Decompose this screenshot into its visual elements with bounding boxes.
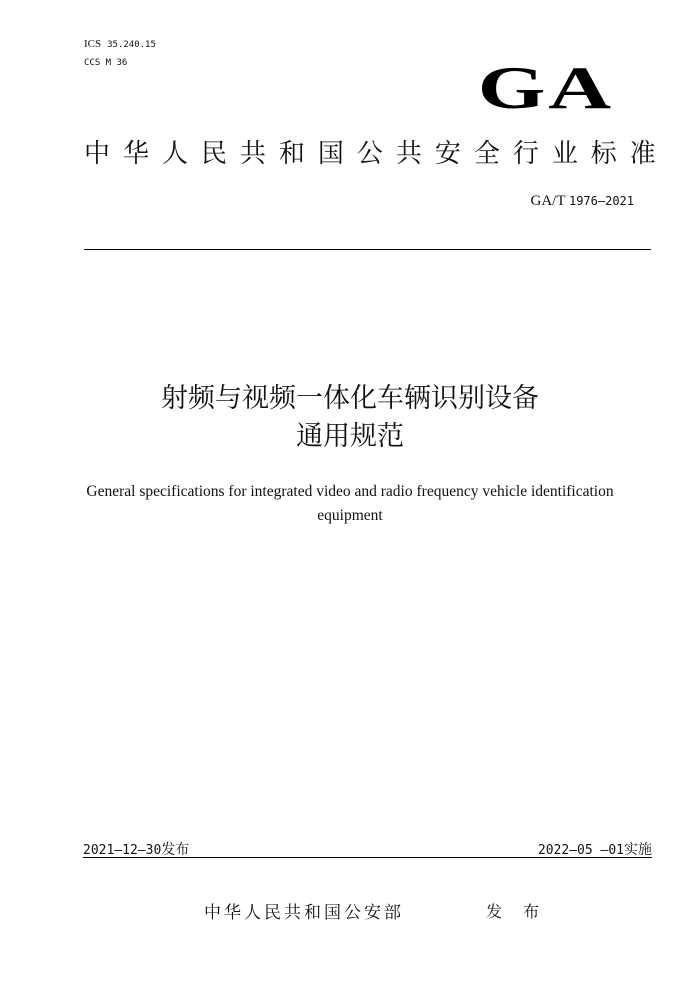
implementation-date: 2022—05 —01 bbox=[537, 843, 624, 858]
chinese-title-line-2: 通用规范 bbox=[296, 421, 404, 452]
ics-label: ICS bbox=[84, 38, 102, 50]
standard-type-char: 全 bbox=[473, 139, 500, 169]
ga-logo: GA bbox=[477, 55, 614, 121]
standard-type-char: 共 bbox=[395, 139, 422, 169]
standard-number-prefix: GA/T bbox=[530, 193, 566, 209]
publisher-name: 中华人民共和国公安部 bbox=[204, 903, 404, 923]
footer-divider bbox=[83, 857, 652, 858]
english-title-line-1: General specifications for integrated video and radio frequency vehicle identification bbox=[86, 483, 614, 500]
standard-type-char: 中 bbox=[84, 139, 111, 169]
issue-date: 2021—12—30 bbox=[83, 843, 162, 858]
chinese-title-line-1: 射频与视频一体化车辆识别设备 bbox=[161, 383, 539, 414]
standard-type-char: 人 bbox=[161, 139, 188, 169]
ccs-classification: CCS M 36 bbox=[84, 58, 128, 68]
publish-label: 发 布 bbox=[486, 902, 548, 921]
standard-type-char: 共 bbox=[239, 139, 266, 169]
header-divider bbox=[84, 249, 651, 250]
ics-classification bbox=[84, 36, 156, 53]
standard-type-char: 民 bbox=[200, 139, 227, 169]
issue-label: 发布 bbox=[161, 842, 190, 858]
standard-type-title bbox=[84, 136, 656, 172]
standard-type-char: 国 bbox=[317, 139, 344, 169]
standard-number bbox=[530, 191, 634, 211]
standard-type-char: 业 bbox=[551, 139, 578, 169]
chinese-title bbox=[0, 380, 700, 456]
standard-type-char: 行 bbox=[512, 139, 539, 169]
ics-code: 35.240.15 bbox=[107, 40, 156, 50]
english-title-line-2: equipment bbox=[317, 507, 383, 524]
standard-type-char: 和 bbox=[278, 139, 305, 169]
english-title bbox=[60, 480, 640, 528]
standard-type-char: 准 bbox=[629, 139, 656, 169]
standard-type-char: 华 bbox=[122, 139, 149, 169]
standard-type-char: 公 bbox=[356, 139, 383, 169]
standard-number-code: 1976—2021 bbox=[568, 194, 634, 208]
standard-type-char: 安 bbox=[434, 139, 461, 169]
standard-type-char: 标 bbox=[590, 139, 617, 169]
implementation-label: 实施 bbox=[624, 842, 652, 858]
